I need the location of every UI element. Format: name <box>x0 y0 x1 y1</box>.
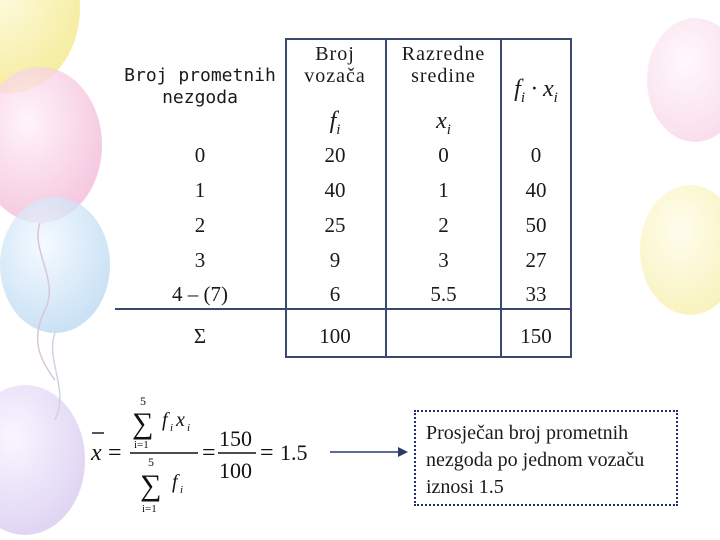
balloon-yellow-right <box>640 185 720 315</box>
total-fixi-sum: 150 <box>520 324 552 348</box>
header-drivers: Broj vozača <box>304 43 366 87</box>
sigma-denominator: ∑ <box>140 469 162 502</box>
row-5-fixi: 33 <box>525 282 547 306</box>
upper-limit-top: 5 <box>140 394 146 408</box>
equals-sign: = <box>108 440 122 466</box>
row-4-accidents: 3 <box>194 248 206 272</box>
row-3-fixi: 50 <box>525 213 547 237</box>
total-sigma-label: Σ <box>193 324 207 348</box>
denominator-value: 100 <box>219 458 252 483</box>
header-xi-symbol: $x_i$ <box>436 108 451 138</box>
conclusion-text: Prosječan broj prometnih nezgoda po jednom vozaču iznosi 1.5 <box>426 422 645 498</box>
f-term-sub: i <box>180 484 184 496</box>
right-arrow-icon <box>328 444 410 460</box>
mean-formula <box>88 390 318 520</box>
equals-sign-2: = <box>202 440 216 466</box>
lower-limit-top: i=1 <box>134 439 149 451</box>
row-5-accidents: 4 – (7) <box>172 282 228 306</box>
row-1-fi: 20 <box>324 143 346 167</box>
fx-term-sub: i <box>170 422 174 434</box>
fx-term-x-sub: i <box>187 422 191 434</box>
row-2-accidents: 1 <box>194 178 206 202</box>
f-term: f <box>172 471 178 493</box>
balloon-purple-bottom-left <box>0 385 85 535</box>
balloon-pink-right <box>647 18 720 142</box>
row-2-fi: 40 <box>324 178 346 202</box>
xbar-symbol: x <box>91 440 102 466</box>
row-4-fi: 9 <box>329 248 341 272</box>
conclusion-box <box>414 410 678 506</box>
row-4-xi: 3 <box>438 248 449 272</box>
header-class-midpoints: Razredne sredine <box>401 43 486 87</box>
fx-term-x: x <box>176 409 185 431</box>
table-divider <box>285 356 572 358</box>
row-1-accidents: 0 <box>194 143 206 167</box>
header-fi-symbol: $f_i$ <box>329 108 341 138</box>
row-5-fi: 6 <box>329 282 341 306</box>
balloon-blue-left <box>0 197 110 333</box>
row-3-xi: 2 <box>438 213 449 237</box>
sigma-numerator: ∑ <box>132 407 154 440</box>
frequency-table <box>115 38 570 358</box>
row-5-xi: 5.5 <box>430 282 457 306</box>
row-4-fixi: 27 <box>525 248 547 272</box>
row-1-fixi: 0 <box>530 143 542 167</box>
lower-limit-bottom: i=1 <box>142 503 157 515</box>
row-2-xi: 1 <box>438 178 449 202</box>
numerator-value: 150 <box>219 426 252 451</box>
table-divider <box>285 38 572 40</box>
fx-term: f <box>162 409 168 431</box>
header-fixi-symbol: $f_i \cdot x_i$ <box>514 76 558 106</box>
table-divider <box>570 38 572 358</box>
header-accidents: Broj prometnih nezgoda <box>124 65 276 108</box>
upper-limit-bottom: 5 <box>148 455 154 469</box>
result-value: 1.5 <box>280 440 308 465</box>
equals-sign-3: = <box>260 440 274 466</box>
row-3-fi: 25 <box>324 213 346 237</box>
row-1-xi: 0 <box>438 143 449 167</box>
row-2-fixi: 40 <box>525 178 547 202</box>
total-fi-sum: 100 <box>319 324 351 348</box>
row-3-accidents: 2 <box>194 213 206 237</box>
